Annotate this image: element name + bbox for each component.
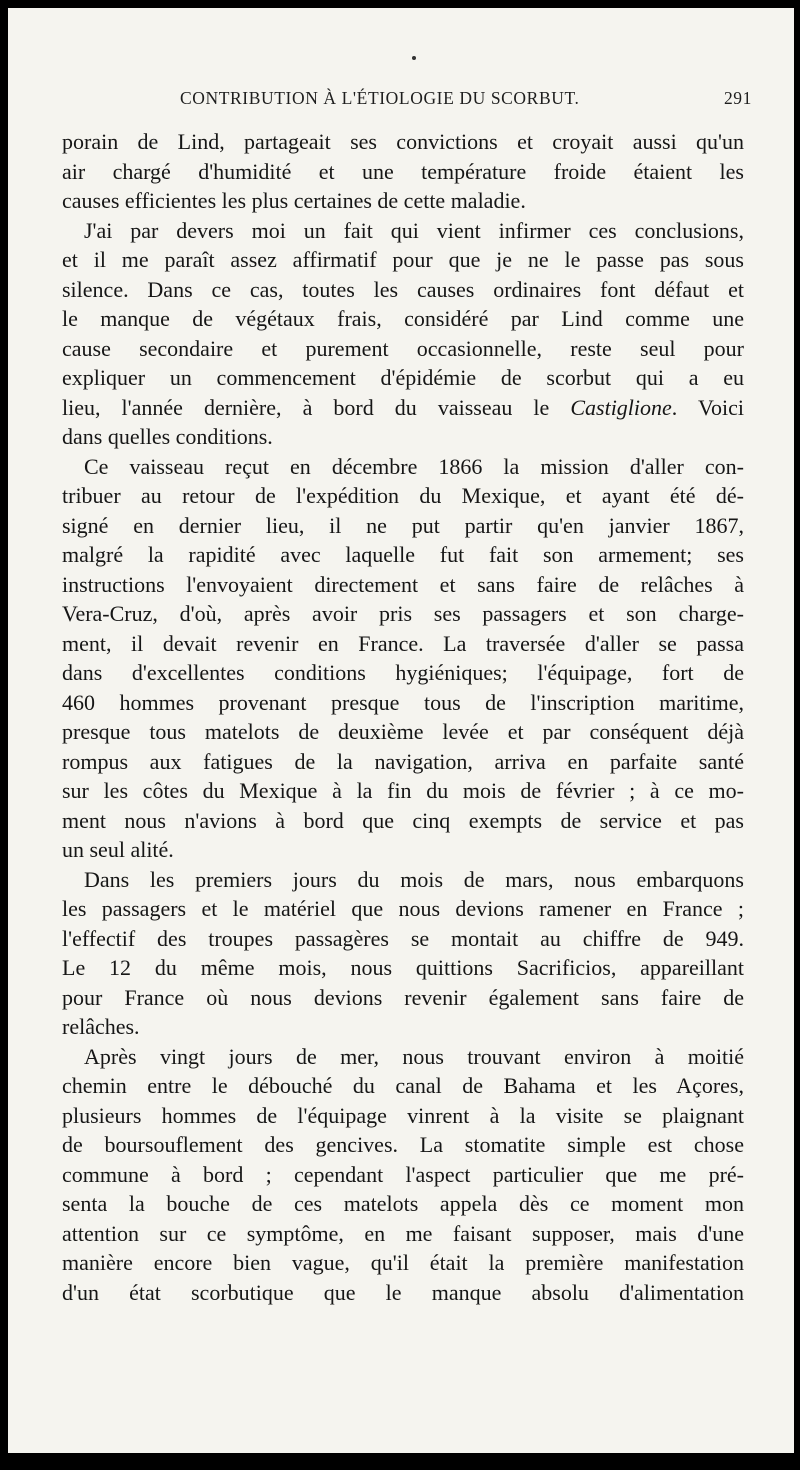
text-line: le manque de végétaux frais, considéré par Lind comme une [62, 306, 744, 331]
text-line: d'un état scorbutique que le manque absolu d'alimentation [62, 1279, 744, 1305]
text-line: causes efficientes les plus certaines de cette maladie. [62, 188, 526, 213]
ship-name: Castiglione [570, 394, 672, 420]
text-line: Après vingt jours de mer, nous trouvant environ à moitié [84, 1043, 744, 1069]
text-line: les passagers et le matériel que nous devions ramener en France ; [62, 896, 744, 921]
text-line: dans d'excellentes conditions hygiéniques; l'équipage, fort de [62, 660, 744, 685]
text-line: un seul alité. [62, 837, 174, 862]
text-line: et il me paraît assez affirmatif pour que je ne le passe pas sous [62, 247, 744, 272]
text-line: Le 12 du même mois, nous quittions Sacrificios, appareillant [62, 955, 744, 980]
ink-mark [412, 56, 416, 60]
text-line: 460 hommes provenant presque tous de l'inscription maritime, [62, 689, 744, 715]
text-line: manière encore bien vague, qu'il était la première manifestation [62, 1250, 744, 1275]
text-line: instructions l'envoyaient directement et sans faire de relâches à [62, 571, 744, 597]
text-line: plusieurs hommes de l'équipage vinrent à la visite se plaignant [62, 1102, 744, 1128]
text-line: signé en dernier lieu, il ne put partir qu'en janvier 1867, [62, 512, 744, 538]
text-line: lieu, l'année dernière, à bord du vaisseau le Castiglione. Voici [62, 394, 744, 420]
book-page [8, 8, 794, 1453]
text-line: relâches. [62, 1014, 140, 1039]
text-line: pour France où nous devions revenir également sans faire de [62, 984, 744, 1010]
text-line: rompus aux fatigues de la navigation, arriva en parfaite santé [62, 748, 744, 774]
text-line: dans quelles conditions. [62, 424, 273, 449]
text-line: presque tous matelots de deuxième levée et par conséquent déjà [62, 719, 744, 744]
text-line: tribuer au retour de l'expédition du Mexique, et ayant été dé- [62, 483, 744, 508]
body-text [62, 127, 744, 1307]
text-line: malgré la rapidité avec laquelle fut fait son armement; ses [62, 542, 744, 567]
text-line: Ce vaisseau reçut en décembre 1866 la mission d'aller con- [84, 453, 744, 479]
text-line: de boursouflement des gencives. La stomatite simple est chose [62, 1132, 744, 1157]
text-line: J'ai par devers moi un fait qui vient infirmer ces conclusions, [84, 217, 744, 243]
text-line: attention sur ce symptôme, en me faisant supposer, mais d'une [62, 1220, 744, 1246]
text-line: Dans les premiers jours du mois de mars, nous embarquons [84, 866, 744, 892]
text-line: Vera-Cruz, d'où, après avoir pris ses passagers et son charge- [62, 601, 744, 626]
text-line: commune à bord ; cependant l'aspect particulier que me pré- [62, 1161, 744, 1187]
page-number: 291 [723, 88, 752, 108]
running-title: CONTRIBUTION À L'ÉTIOLOGIE DU SCORBUT. [180, 88, 580, 108]
text-line: cause secondaire et purement occasionnelle, reste seul pour [62, 335, 744, 361]
text-line: expliquer un commencement d'épidémie de scorbut qui a eu [62, 365, 744, 390]
text-line: sur les côtes du Mexique à la fin du mois de février ; à ce mo- [62, 778, 744, 803]
text-line: silence. Dans ce cas, toutes les causes ordinaires font défaut et [62, 276, 744, 302]
text-line: air chargé d'humidité et une température froide étaient les [62, 158, 744, 184]
text-line: ment nous n'avions à bord que cinq exempts de service et pas [62, 807, 744, 833]
page-header [180, 88, 752, 112]
text-line: chemin entre le débouché du canal de Bahama et les Açores, [62, 1073, 744, 1098]
text-line: ment, il devait revenir en France. La traversée d'aller se passa [62, 630, 744, 656]
text-line: l'effectif des troupes passagères se montait au chiffre de 949. [62, 925, 744, 951]
text-line: senta la bouche de ces matelots appela dès ce moment mon [62, 1191, 744, 1216]
text-line: porain de Lind, partageait ses convictions et croyait aussi qu'un [62, 129, 744, 154]
